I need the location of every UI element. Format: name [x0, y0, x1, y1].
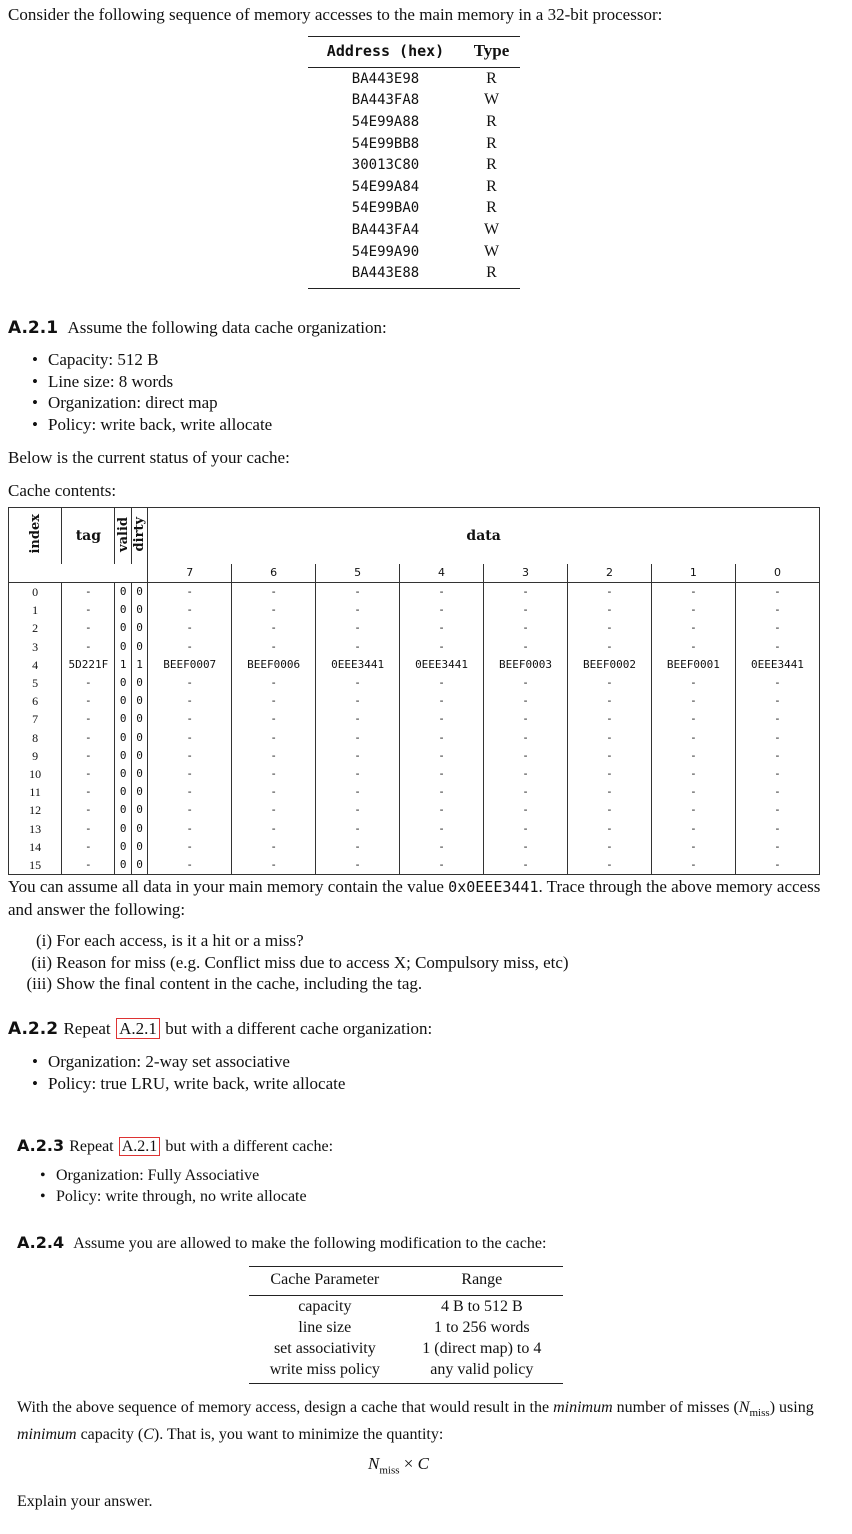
table-row	[308, 176, 520, 198]
data-cell: -	[567, 729, 651, 747]
data-cell: -	[651, 674, 735, 692]
type-cell: W	[483, 220, 500, 238]
data-cell: -	[735, 619, 819, 637]
data-cell: -	[651, 601, 735, 619]
data-cell: -	[484, 765, 568, 783]
valid-header: valid	[115, 508, 131, 565]
a21-text: Assume the following data cache organization:	[67, 318, 387, 337]
dirty-cell: 0	[131, 692, 147, 710]
data-cell: -	[735, 783, 819, 801]
data-cell: -	[400, 819, 484, 837]
a22-heading: A.2.2 Repeat A.2.1 but with a different cache organization:	[8, 1019, 433, 1039]
dirty-cell: 0	[131, 674, 147, 692]
index-cell: 10	[9, 765, 62, 783]
list-item: • Organization: 2-way set associative	[26, 1051, 345, 1073]
index-cell: 12	[9, 801, 62, 819]
type-cell: R	[486, 199, 497, 217]
table-row: capacity 4 B to 512 B	[298, 1297, 523, 1315]
type-cell: W	[483, 91, 500, 109]
valid-cell: 0	[115, 674, 131, 692]
cache-row	[9, 729, 820, 747]
data-cell: -	[232, 765, 316, 783]
data-cell: -	[148, 601, 232, 619]
list-item: (ii) Reason for miss (e.g. Conflict miss due to access X; Compulsory miss, etc)	[31, 952, 569, 972]
cache-table	[8, 507, 820, 875]
data-cell: -	[484, 692, 568, 710]
address-cell: 54E99A84	[351, 178, 420, 195]
table-row	[308, 198, 520, 220]
dirty-cell: 0	[131, 601, 147, 619]
valid-cell: 1	[115, 656, 131, 674]
data-cell: -	[316, 838, 400, 856]
tag-cell: -	[62, 765, 115, 783]
data-cell: -	[484, 619, 568, 637]
data-cell: -	[400, 729, 484, 747]
tag-cell: -	[62, 638, 115, 656]
dirty-cell: 0	[131, 765, 147, 783]
address-cell: BA443FA4	[351, 221, 420, 238]
data-cell: -	[735, 583, 819, 602]
word-label: 5	[316, 564, 400, 583]
data-cell: -	[148, 819, 232, 837]
cache-row	[9, 601, 820, 619]
valid-cell: 0	[115, 692, 131, 710]
data-cell: -	[232, 819, 316, 837]
data-cell: -	[400, 674, 484, 692]
data-cell: 0EEE3441	[316, 656, 400, 674]
cache-row	[9, 583, 820, 602]
data-cell: -	[148, 710, 232, 728]
data-cell: -	[148, 856, 232, 875]
data-cell: -	[316, 692, 400, 710]
data-cell: -	[567, 692, 651, 710]
data-cell: -	[400, 783, 484, 801]
word-label: 0	[735, 564, 819, 583]
address-cell: 54E99BB8	[351, 135, 420, 152]
data-cell: -	[651, 638, 735, 656]
access-table-body	[308, 68, 520, 289]
index-header: index	[9, 508, 62, 565]
a24-paragraph: With the above sequence of memory access, design a cache that would result in the minimum number of misses $(N_{miss})$ using minimum capacity (C). That is, you want to minimize the quantity:	[17, 1399, 814, 1444]
table-row	[308, 219, 520, 241]
type-cell: R	[486, 112, 497, 130]
data-cell: -	[316, 601, 400, 619]
index-cell: 7	[9, 710, 62, 728]
table-row	[308, 111, 520, 133]
data-cell: -	[148, 765, 232, 783]
valid-cell: 0	[115, 765, 131, 783]
list-item: • Capacity: 512 B	[26, 349, 272, 371]
valid-cell: 0	[115, 801, 131, 819]
data-cell: -	[400, 601, 484, 619]
data-cell: -	[232, 838, 316, 856]
data-cell: -	[484, 583, 568, 602]
tag-cell: -	[62, 601, 115, 619]
cache-row	[9, 619, 820, 637]
table-row	[308, 154, 520, 176]
cache-row	[9, 656, 820, 674]
data-cell: -	[148, 729, 232, 747]
word-label: 7	[148, 564, 232, 583]
list-item: (i) For each access, is it a hit or a miss?	[35, 931, 304, 950]
data-cell: -	[148, 692, 232, 710]
cache-row	[9, 638, 820, 656]
address-cell: BA443FA8	[351, 92, 420, 109]
list-item: • Policy: write back, write allocate	[26, 414, 272, 436]
list-item: • Policy: write through, no write allocate	[34, 1186, 307, 1207]
data-cell: BEEF0003	[484, 656, 568, 674]
data-cell: -	[651, 765, 735, 783]
data-cell: -	[735, 710, 819, 728]
data-cell: -	[232, 747, 316, 765]
table-row	[308, 262, 520, 288]
tag-cell: -	[62, 674, 115, 692]
index-cell: 14	[9, 838, 62, 856]
data-cell: -	[316, 638, 400, 656]
col-address-header: Address (hex)	[308, 37, 463, 68]
dirty-cell: 0	[131, 729, 147, 747]
data-cell: -	[651, 856, 735, 875]
data-cell: -	[316, 819, 400, 837]
list-item: (iii) Show the final content in the cache, including the tag.	[26, 974, 423, 993]
list-item: • Organization: direct map	[26, 392, 272, 414]
tag-cell: -	[62, 692, 115, 710]
data-cell: -	[567, 583, 651, 602]
cache-row	[9, 765, 820, 783]
a21-bullets	[26, 349, 272, 435]
data-cell: -	[735, 819, 819, 837]
valid-cell: 0	[115, 747, 131, 765]
data-cell: -	[148, 583, 232, 602]
data-cell: -	[148, 783, 232, 801]
data-cell: -	[567, 856, 651, 875]
data-cell: -	[735, 856, 819, 875]
data-header: data	[148, 508, 820, 565]
valid-cell: 0	[115, 819, 131, 837]
word-label: 2	[567, 564, 651, 583]
data-cell: -	[567, 619, 651, 637]
index-cell: 8	[9, 729, 62, 747]
table-row	[308, 68, 520, 90]
data-cell: -	[232, 856, 316, 875]
question-list	[14, 930, 569, 995]
data-cell: -	[567, 601, 651, 619]
dirty-cell: 1	[131, 656, 147, 674]
a23-bullets	[34, 1165, 307, 1207]
index-cell: 1	[9, 601, 62, 619]
data-cell: -	[232, 619, 316, 637]
data-cell: -	[316, 583, 400, 602]
data-cell: -	[400, 838, 484, 856]
param-table	[249, 1266, 563, 1384]
index-cell: 15	[9, 856, 62, 875]
data-cell: -	[148, 619, 232, 637]
index-cell: 11	[9, 783, 62, 801]
word-label: 4	[400, 564, 484, 583]
data-cell: -	[567, 765, 651, 783]
dirty-cell: 0	[131, 856, 147, 875]
word-label-row	[9, 564, 820, 583]
index-cell: 5	[9, 674, 62, 692]
word-label: 6	[232, 564, 316, 583]
data-cell: -	[735, 692, 819, 710]
valid-cell: 0	[115, 710, 131, 728]
data-cell: -	[567, 819, 651, 837]
data-cell: -	[484, 674, 568, 692]
dirty-cell: 0	[131, 710, 147, 728]
a22-bullets	[26, 1051, 345, 1094]
data-cell: -	[567, 674, 651, 692]
tag-cell: -	[62, 710, 115, 728]
type-cell: R	[486, 69, 497, 87]
cache-row	[9, 710, 820, 728]
explain-text: Explain your answer.	[17, 1493, 153, 1510]
tag-cell: -	[62, 783, 115, 801]
valid-cell: 0	[115, 838, 131, 856]
memory-assumption-text: You can assume all data in your main memory contain the value 0x0EEE3441. Trace through the above memory access and answer the following:	[8, 877, 821, 919]
type-cell: R	[486, 156, 497, 174]
data-cell: -	[148, 638, 232, 656]
table-row	[308, 90, 520, 112]
data-cell: -	[316, 710, 400, 728]
data-cell: -	[232, 674, 316, 692]
a21-label: A.2.1	[8, 318, 59, 338]
memory-value: 0x0EEE3441	[448, 878, 539, 896]
data-cell: -	[148, 747, 232, 765]
dirty-cell: 0	[131, 819, 147, 837]
data-cell: -	[567, 638, 651, 656]
list-item: • Policy: true LRU, write back, write allocate	[26, 1073, 345, 1095]
tag-cell: -	[62, 729, 115, 747]
data-cell: -	[316, 801, 400, 819]
data-cell: -	[735, 674, 819, 692]
valid-cell: 0	[115, 583, 131, 602]
data-cell: -	[484, 856, 568, 875]
cache-contents-label: Cache contents:	[8, 481, 117, 500]
data-cell: -	[484, 783, 568, 801]
index-cell: 2	[9, 619, 62, 637]
data-cell: -	[651, 783, 735, 801]
data-cell: -	[400, 801, 484, 819]
tag-cell: 5D221F	[62, 656, 115, 674]
data-cell: -	[148, 801, 232, 819]
cache-row	[9, 838, 820, 856]
data-cell: -	[232, 710, 316, 728]
cache-row	[9, 783, 820, 801]
intro-text: Consider the following sequence of memory accesses to the main memory in a 32-bit processor:	[8, 5, 663, 24]
cache-row	[9, 856, 820, 875]
cache-row	[9, 801, 820, 819]
valid-cell: 0	[115, 729, 131, 747]
data-cell: -	[567, 710, 651, 728]
data-cell: -	[316, 619, 400, 637]
valid-cell: 0	[115, 856, 131, 875]
data-cell: -	[484, 747, 568, 765]
data-cell: -	[316, 856, 400, 875]
data-cell: -	[232, 601, 316, 619]
data-cell: -	[735, 601, 819, 619]
data-cell: -	[735, 765, 819, 783]
access-table	[308, 36, 520, 289]
dirty-cell: 0	[131, 838, 147, 856]
data-cell: -	[567, 783, 651, 801]
dirty-cell: 0	[131, 619, 147, 637]
data-cell: -	[735, 838, 819, 856]
address-cell: BA443E98	[351, 70, 420, 87]
data-cell: -	[148, 674, 232, 692]
data-cell: -	[400, 619, 484, 637]
data-cell: -	[484, 710, 568, 728]
data-cell: -	[567, 747, 651, 765]
data-cell: -	[400, 765, 484, 783]
data-cell: -	[567, 838, 651, 856]
data-cell: -	[484, 801, 568, 819]
data-cell: -	[232, 783, 316, 801]
cache-row	[9, 819, 820, 837]
data-cell: -	[484, 601, 568, 619]
data-cell: -	[232, 583, 316, 602]
data-cell: -	[651, 747, 735, 765]
list-item: • Organization: Fully Associative	[34, 1165, 307, 1186]
a21-reference-link[interactable]: A.2.1	[119, 1137, 161, 1156]
data-cell: BEEF0002	[567, 656, 651, 674]
col-type-header: Type	[463, 37, 520, 68]
data-cell: -	[400, 710, 484, 728]
data-cell: -	[232, 801, 316, 819]
data-cell: -	[232, 638, 316, 656]
data-cell: -	[316, 783, 400, 801]
valid-cell: 0	[115, 783, 131, 801]
valid-cell: 0	[115, 601, 131, 619]
type-cell: R	[463, 262, 520, 288]
tag-cell: -	[62, 838, 115, 856]
data-cell: -	[651, 692, 735, 710]
a23-heading: A.2.3 Repeat A.2.1 but with a different cache:	[17, 1136, 334, 1155]
table-row: set associativity 1 (direct map) to 4	[273, 1339, 542, 1357]
table-row	[308, 133, 520, 155]
index-cell: 6	[9, 692, 62, 710]
tag-cell: -	[62, 856, 115, 875]
data-cell: -	[400, 692, 484, 710]
data-cell: -	[316, 765, 400, 783]
index-cell: 3	[9, 638, 62, 656]
dirty-cell: 0	[131, 638, 147, 656]
index-cell: 0	[9, 583, 62, 602]
data-cell: -	[316, 747, 400, 765]
data-cell: -	[400, 856, 484, 875]
data-cell: -	[651, 729, 735, 747]
index-cell: 4	[9, 656, 62, 674]
data-cell: -	[651, 710, 735, 728]
data-cell: BEEF0007	[148, 656, 232, 674]
data-cell: -	[735, 638, 819, 656]
a24-heading: A.2.4 Assume you are allowed to make the following modification to the cache:	[17, 1233, 547, 1252]
address-cell: 54E99A88	[351, 113, 420, 130]
data-cell: -	[484, 638, 568, 656]
valid-cell: 0	[115, 619, 131, 637]
address-cell: BA443E88	[308, 262, 463, 288]
formula: $N_{miss} \times C$	[368, 1454, 429, 1477]
address-cell: 54E99A90	[351, 243, 420, 260]
word-label: 1	[651, 564, 735, 583]
data-cell: 0EEE3441	[400, 656, 484, 674]
cache-row	[9, 747, 820, 765]
cache-row	[9, 692, 820, 710]
table-row: write miss policy any valid policy	[249, 1359, 563, 1384]
data-cell: -	[651, 801, 735, 819]
tag-cell: -	[62, 747, 115, 765]
data-cell: -	[232, 729, 316, 747]
index-cell: 13	[9, 819, 62, 837]
data-cell: -	[567, 801, 651, 819]
dirty-cell: 0	[131, 583, 147, 602]
data-cell: -	[735, 729, 819, 747]
cache-table-body	[9, 564, 820, 875]
table-row: line size 1 to 256 words	[298, 1318, 530, 1336]
tag-cell: -	[62, 619, 115, 637]
data-cell: -	[651, 583, 735, 602]
valid-cell: 0	[115, 638, 131, 656]
data-cell: -	[484, 819, 568, 837]
tag-cell: -	[62, 583, 115, 602]
address-cell: 54E99BA0	[351, 200, 420, 217]
data-cell: BEEF0006	[232, 656, 316, 674]
tag-cell: -	[62, 819, 115, 837]
data-cell: -	[148, 838, 232, 856]
tag-header: tag	[62, 508, 115, 565]
index-cell: 9	[9, 747, 62, 765]
data-cell: -	[484, 729, 568, 747]
dirty-cell: 0	[131, 801, 147, 819]
data-cell: 0EEE3441	[735, 656, 819, 674]
data-cell: BEEF0001	[651, 656, 735, 674]
dirty-cell: 0	[131, 747, 147, 765]
data-cell: -	[316, 674, 400, 692]
data-cell: -	[651, 619, 735, 637]
data-cell: -	[735, 801, 819, 819]
word-label: 3	[484, 564, 568, 583]
range-header: Range	[401, 1267, 563, 1296]
data-cell: -	[232, 692, 316, 710]
data-cell: -	[400, 583, 484, 602]
data-cell: -	[400, 638, 484, 656]
dirty-cell: 0	[131, 783, 147, 801]
a21-reference-link[interactable]: A.2.1	[116, 1018, 160, 1039]
table-row	[308, 241, 520, 263]
address-cell: 30013C80	[351, 157, 420, 174]
data-cell: -	[735, 747, 819, 765]
list-item: • Line size: 8 words	[26, 371, 272, 393]
type-cell: R	[486, 177, 497, 195]
type-cell: W	[483, 242, 500, 260]
type-cell: R	[486, 134, 497, 152]
param-header: Cache Parameter	[249, 1267, 401, 1296]
cache-status-text: Below is the current status of your cache:	[8, 448, 290, 467]
a21-heading	[8, 318, 387, 338]
data-cell: -	[651, 838, 735, 856]
data-cell: -	[400, 747, 484, 765]
dirty-header: dirty	[131, 508, 147, 565]
data-cell: -	[484, 838, 568, 856]
cache-row	[9, 674, 820, 692]
tag-cell: -	[62, 801, 115, 819]
data-cell: -	[316, 729, 400, 747]
data-cell: -	[651, 819, 735, 837]
